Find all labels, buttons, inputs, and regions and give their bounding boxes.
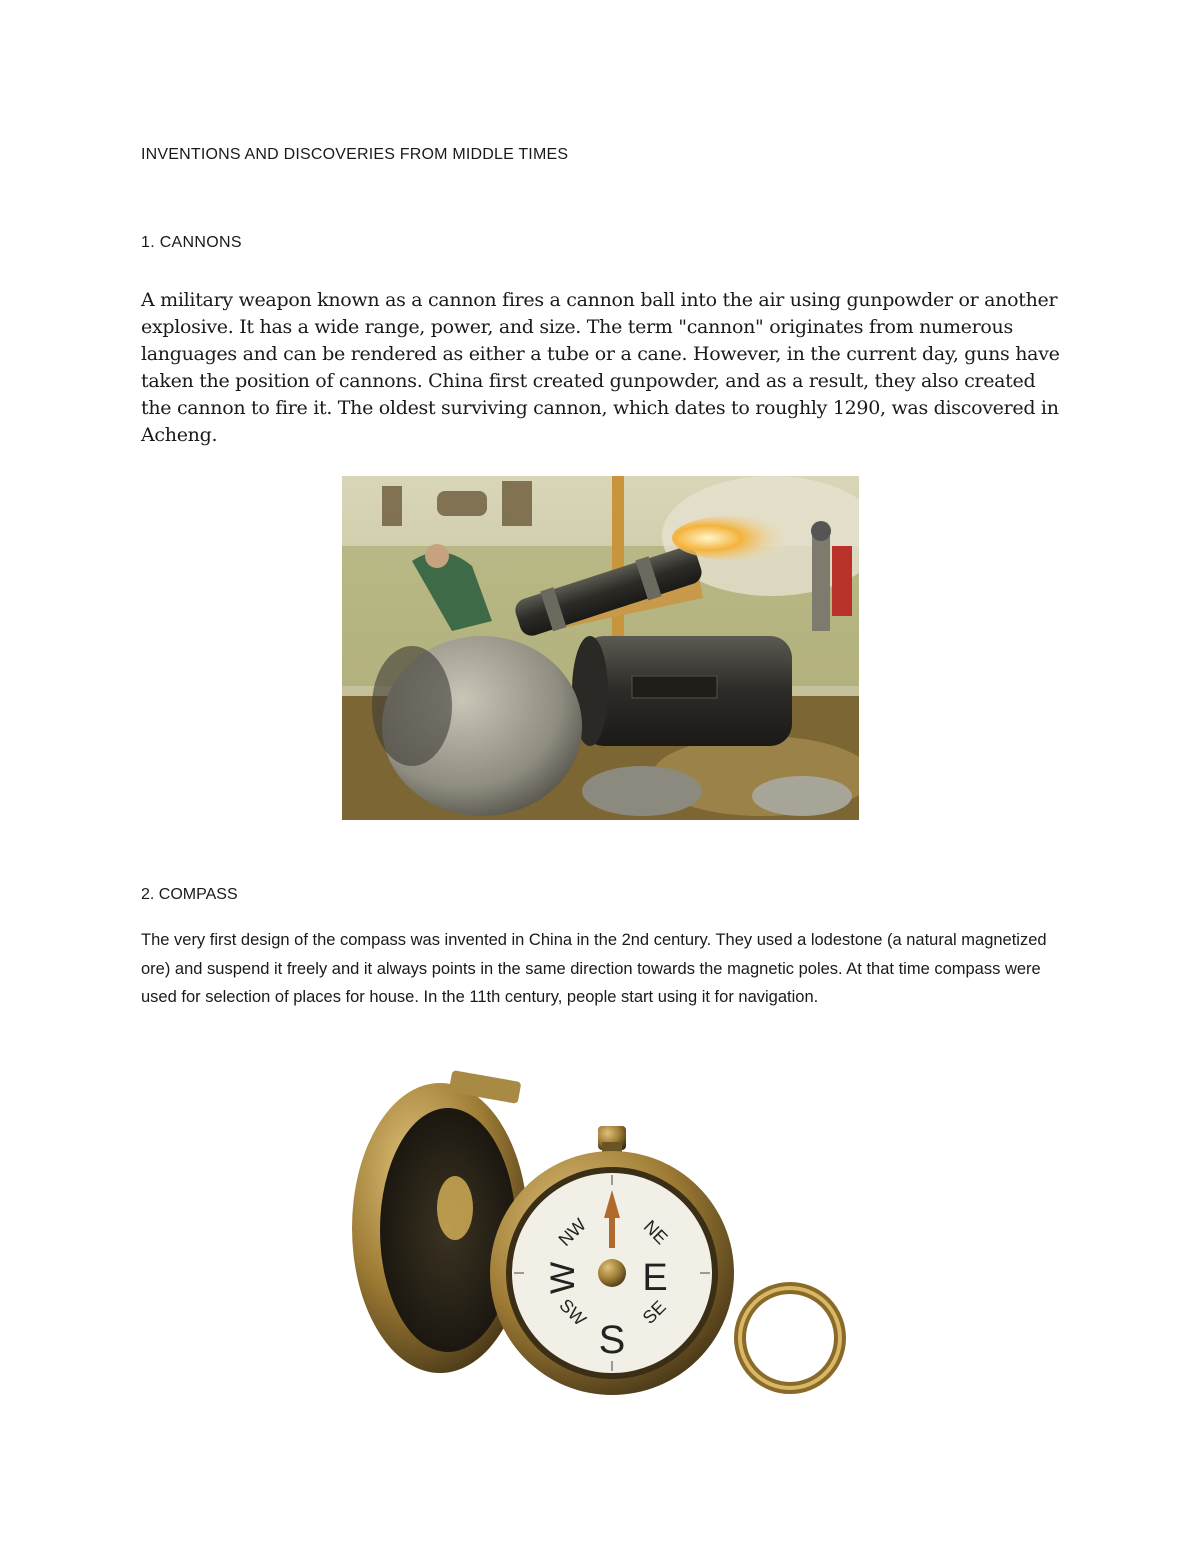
compass-nw-label: NW — [554, 1214, 590, 1250]
compass-image — [350, 1068, 855, 1430]
document-title: INVENTIONS AND DISCOVERIES FROM MIDDLE TIMES — [141, 146, 569, 163]
compass-west-label: W — [544, 1261, 582, 1295]
section-paragraph-cannons: A military weapon known as a cannon fires a cannon ball into the air using gunpowder or another explosive. It has a wide range, power, and size. The term "cannon" originates from numerous languages and can be rendered as either a tube or a cane. However, in the current day, guns have taken the position of cannons. China first created gunpowder, and as a result, they also created the cannon to fire it. The oldest surviving cannon, which dates to roughly 1290, was discovered in Acheng. — [141, 289, 1060, 446]
compass-south-label: S — [598, 1318, 626, 1362]
section-heading-cannons: 1. CANNONS — [141, 234, 242, 251]
compass-ne-label: NE — [639, 1216, 672, 1249]
section-paragraph-compass: The very first design of the compass was invented in China in the 2nd century. They used a lodestone (a natural magnetized ore) and suspend it freely and it always points in the same direction towards the magnetic poles. At that time compass were used for selection of places for house. In the 11th century, people start using it for navigation. — [141, 931, 1047, 1006]
section-heading-compass: 2. COMPASS — [141, 886, 238, 903]
compass-sw-label: SW — [555, 1294, 591, 1330]
cannon-image — [342, 476, 859, 820]
compass-se-label: SE — [638, 1296, 670, 1328]
compass-east-label: E — [642, 1257, 668, 1299]
